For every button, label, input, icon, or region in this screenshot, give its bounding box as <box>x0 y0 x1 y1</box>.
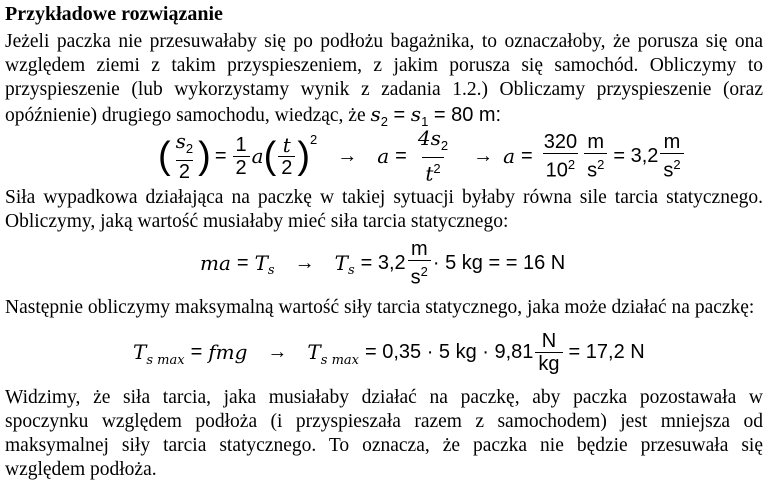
unit-m-s2-result: $\frac{m}{s^2}$ <box>660 131 683 182</box>
unit-m-s2: $\frac{m}{s^2}$ <box>584 131 607 182</box>
arrow-icon: → <box>267 340 288 363</box>
para4-line1: Widzimy, że siła tarcia, jaka musiałaby działać na paczkę, aby paczka pozostawała w <box>5 387 763 408</box>
unit-n-kg: $\frac{N}{kg}$ <box>535 330 562 375</box>
arrow-icon: → <box>473 144 494 167</box>
para4-line3: maksymalnej siły tarcia statycznego. To oznacza, że paczka nie będzie przesuwała się <box>5 435 763 456</box>
equation-friction-force: ma = T $_s$ → T $_s$ = 3,2 $\frac{m}{s^2}$ · 5 kg = = 16 N <box>200 237 566 289</box>
frac-320-over-100: $\frac{320}{10^2}$ <box>543 130 578 182</box>
para2-line1: Siła wypadkowa działająca na paczkę w takiej sytuacji byłaby równa sile tarcia statycznego. <box>5 187 763 208</box>
frac-s2-over-2: $\frac{s_2}{2}$ <box>175 128 194 183</box>
para1-line3: przyspieszenie (lub wykorzystamy wynik z zadania 1.2.) Obliczamy przyspieszenie (oraz <box>5 79 763 100</box>
para4-line4: względem podłoża. <box>5 459 157 480</box>
para4-line2: spoczynku względem podłoża (i przyspieszała razem z samochodem) jest mniejsza od <box>5 411 763 432</box>
para2-line2: Obliczymy, jaką wartość musiałaby mieć siła tarcia statycznego: <box>5 211 509 232</box>
s1-sub: 1 <box>421 114 429 129</box>
arrow-icon: → <box>337 144 358 167</box>
eq-sign: = <box>393 104 406 126</box>
s1-symbol: s <box>410 102 422 126</box>
friction-result: · 5 kg = = 16 N <box>432 251 566 274</box>
para1-line2: względem ziemi z takim przyspieszeniem, z jakim porusza się samochód. Obliczymy to <box>5 55 763 76</box>
arrow-icon: → <box>294 251 315 274</box>
accel-result: = 3,2 <box>613 144 659 167</box>
frac-half: $\frac{1}{2}$ <box>233 134 250 179</box>
equation-acceleration: ( $\frac{s_2}{2}$ ) = $\frac{1}{2}$ a ( $\frac{t}{2}$ ) $^2$ → a = $\frac{4s_2}{t^2}$ → a = $\frac{320}{10^2}$ $\frac{m}{s^2}$ = 3,2 $\frac{m}{s^2}$ <box>158 128 686 184</box>
frac-4s2-over-t2: $\frac{4s_2}{t^2}$ <box>417 125 449 186</box>
frac-t-over-2: $\frac{t}{2}$ <box>278 134 295 179</box>
unit-m-s2-eq2: $\frac{m}{s^2}$ <box>408 238 431 289</box>
section-title: Przykładowe rozwiązanie <box>5 3 223 25</box>
distance-value: = 80 m: <box>433 104 502 126</box>
para1-line1: Jeżeli paczka nie przesuwałaby się po podłożu bagażnika, to oznaczałoby, że porusza się ona <box>5 31 763 52</box>
equation-max-friction: T $_{s max}$ = fmg → T $_{s max}$ = 0,35 · 5 kg · 9,81 $\frac{N}{kg}$ = 17,2 N <box>133 329 645 375</box>
s2-sub: 2 <box>380 114 388 129</box>
para3-line1: Następnie obliczymy maksymalną wartość siły tarcia statycznego, jaka może działać na paczkę: <box>5 297 755 318</box>
max-friction-result: = 17,2 N <box>568 340 645 363</box>
s2-symbol: s <box>370 102 381 126</box>
para1-line4-prefix: opóźnienie) drugiego samochodu, wiedząc, że <box>5 105 366 126</box>
